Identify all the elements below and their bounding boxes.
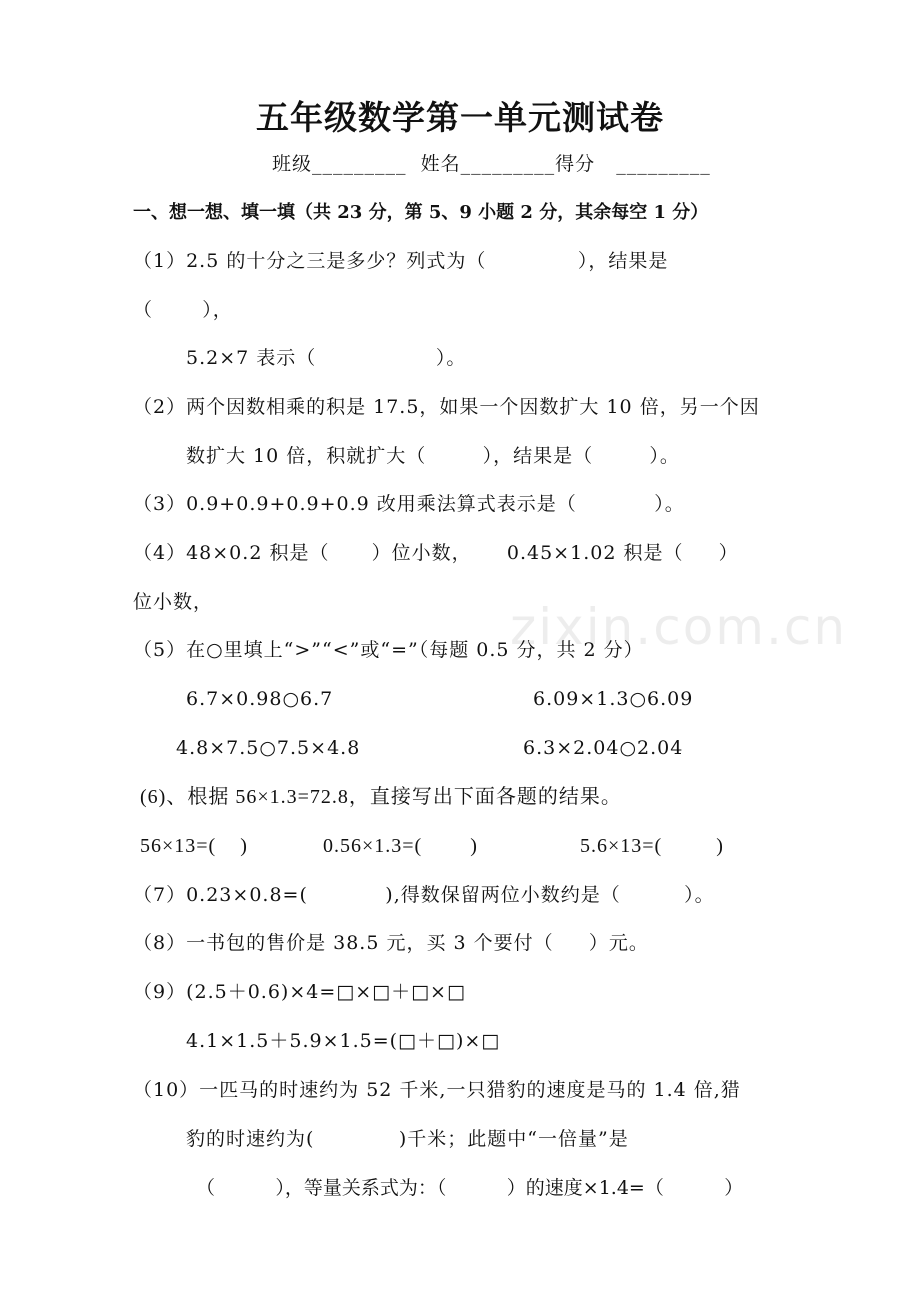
question-6: (6)、根据 56×1.3=72.8，直接写出下面各题的结果。 [140,786,622,808]
exam-title: 五年级数学第一单元测试卷 [256,98,664,137]
compare-item-3: 4.8×7.5○7.5×4.8 [176,737,361,759]
question-4-line-1: （4）48×0.2 积是（ ）位小数， 0.45×1.02 积是（ ） [133,542,739,564]
question-6-item-1: 56×13=( ) [140,835,248,857]
question-1-line-3: 5.2×7 表示（ ）。 [186,347,467,369]
compare-item-4: 6.3×2.04○2.04 [523,737,684,759]
question-6-item-2: 0.56×1.3=( ) [323,835,478,857]
question-5: （5）在○里填上“>”“<”或“=”（每题 0.5 分，共 2 分） [133,639,644,661]
question-10-line-1: （10）一匹马的时速约为 52 千米,一只猎豹的速度是马的 1.4 倍,猎 [133,1079,741,1101]
question-8: （8）一书包的售价是 38.5 元，买 3 个要付（ ）元。 [133,932,649,954]
question-6-item-3: 5.6×13=( ) [580,835,724,857]
question-2-line-1: （2）两个因数相乘的积是 17.5，如果一个因数扩大 10 倍，另一个因 [133,396,760,418]
question-9-line-1: （9）(2.5＋0.6)×4=□×□＋□×□ [133,981,466,1003]
section-heading: 一、想一想、填一填（共 23 分，第 5、9 小题 2 分，其余每空 1 分） [133,202,709,223]
compare-item-2: 6.09×1.3○6.09 [533,688,694,710]
question-3: （3）0.9+0.9+0.9+0.9 改用乘法算式表示是（ ）。 [133,493,685,515]
question-1-line-1: （1）2.5 的十分之三是多少？列式为（ ），结果是 [133,250,669,272]
question-4-line-2: 位小数， [133,591,214,613]
question-10-line-3: （ ），等量关系式为：（ ）的速度×1.4=（ ） [196,1177,744,1199]
question-1-line-2: （ ）， [133,299,233,321]
question-9-line-2: 4.1×1.5＋5.9×1.5=(□＋□)×□ [186,1030,501,1052]
watermark: zixin.com.cn [510,598,848,656]
question-10-line-2: 豹的时速约为( )千米；此题中“一倍量”是 [186,1128,629,1150]
compare-item-1: 6.7×0.98○6.7 [186,688,334,710]
question-7: （7）0.23×0.8=( ),得数保留两位小数约是（ ）。 [133,884,715,906]
student-info-line: 班级_________ 姓名_________得分 _________ [272,153,711,175]
question-2-line-2: 数扩大 10 倍，积就扩大（ ），结果是（ ）。 [186,445,680,467]
